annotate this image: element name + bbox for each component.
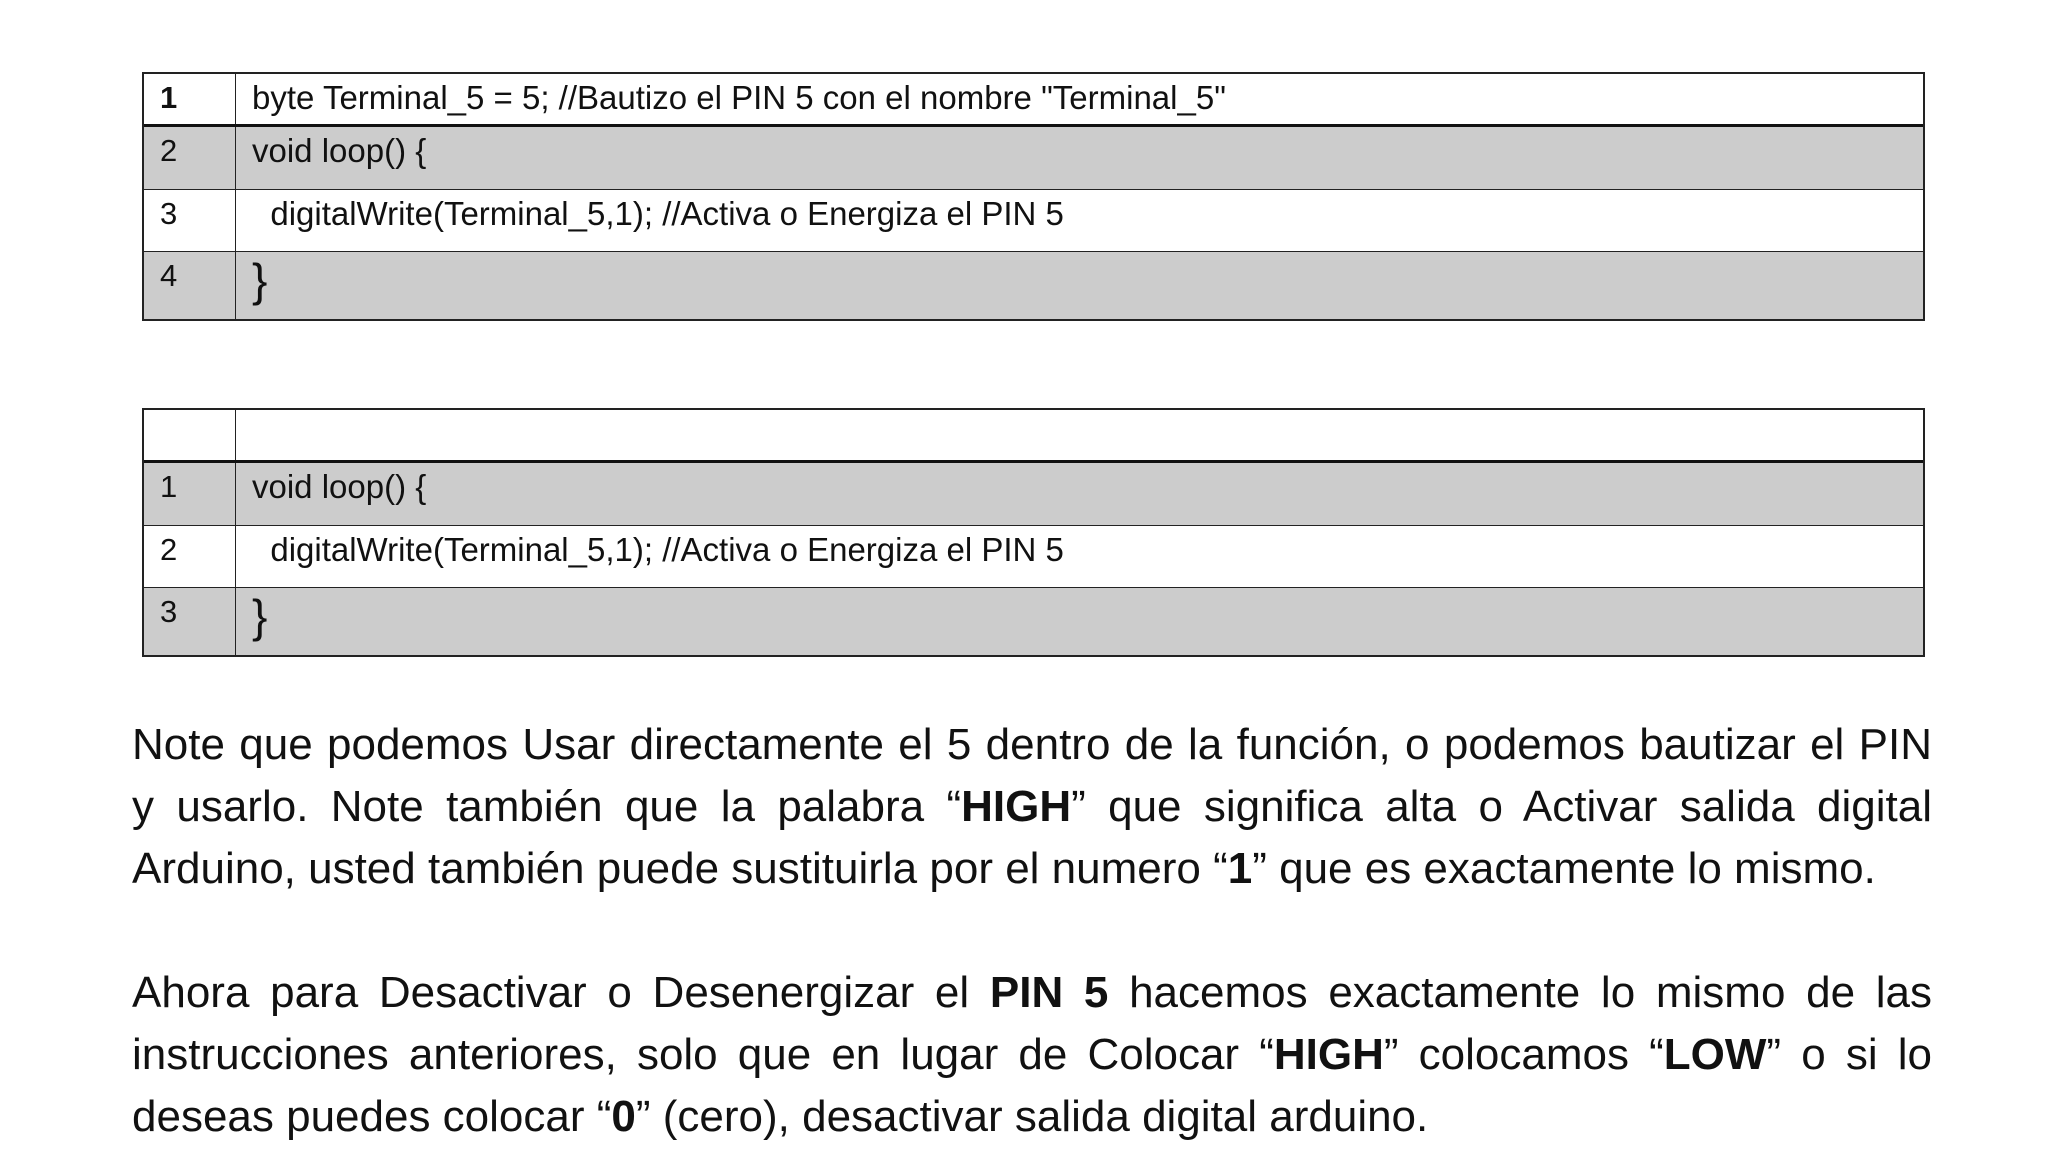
paragraph-text: ” o si lo deseas puedes colocar “ (132, 1030, 1932, 1141)
paragraph-text: Ahora para Desactivar o Desenergizar el (132, 968, 990, 1017)
line-number: 4 (144, 252, 236, 319)
code-line: byte Terminal_5 = 5; //Bautizo el PIN 5 con el nombre "Terminal_5" (252, 79, 1226, 116)
line-number: 3 (144, 588, 236, 655)
line-number: 2 (144, 127, 236, 189)
table-header-row (144, 410, 1923, 463)
code-line: void loop() { (252, 468, 427, 505)
paragraph-text: ” que significa alta o Activar salida digital Arduino, usted también puede sustituirla por el numero “ (132, 782, 1932, 893)
paragraph-text: ” (cero), desactivar salida digital arduino. (635, 1092, 1429, 1141)
bold-keyword: LOW (1663, 1030, 1767, 1079)
table-row (144, 74, 1923, 127)
table-row (144, 463, 1923, 526)
bold-keyword: 1 (1227, 844, 1253, 893)
table-row (144, 127, 1923, 190)
bold-keyword: HIGH (1273, 1030, 1384, 1079)
line-number: 2 (144, 526, 236, 587)
table-row (144, 526, 1923, 588)
line-number (144, 410, 236, 460)
code-line: digitalWrite(Terminal_5,1); //Activa o Energiza el PIN 5 (252, 195, 1064, 232)
paragraph-text: Note que podemos Usar directamente el 5 dentro de la función, o podemos bautizar el PIN y usarlo. Note también que la palabra “ (132, 720, 1932, 831)
code-line (236, 410, 1923, 460)
code-line: } (252, 590, 268, 642)
bold-keyword: HIGH (961, 782, 1072, 831)
table-row (144, 190, 1923, 252)
paragraph-text: ” que es exactamente lo mismo. (1252, 844, 1876, 893)
code-table-2 (142, 408, 1925, 657)
paragraph-text: ” colocamos “ (1383, 1030, 1664, 1079)
body-paragraph-1 (132, 714, 1932, 900)
body-paragraph-2 (132, 962, 1932, 1148)
code-line: void loop() { (252, 132, 427, 169)
table-row (144, 252, 1923, 319)
code-line: } (252, 254, 268, 306)
line-number: 1 (144, 74, 236, 124)
code-table-1 (142, 72, 1925, 321)
line-number: 1 (144, 463, 236, 525)
bold-keyword: 0 (611, 1092, 636, 1141)
paragraph-text: hacemos exactamente lo mismo de las instrucciones anteriores, solo que en lugar de Colocar “ (132, 968, 1932, 1079)
bold-keyword: PIN 5 (989, 968, 1109, 1017)
line-number: 3 (144, 190, 236, 251)
code-line: digitalWrite(Terminal_5,1); //Activa o Energiza el PIN 5 (252, 531, 1064, 568)
table-row (144, 588, 1923, 655)
